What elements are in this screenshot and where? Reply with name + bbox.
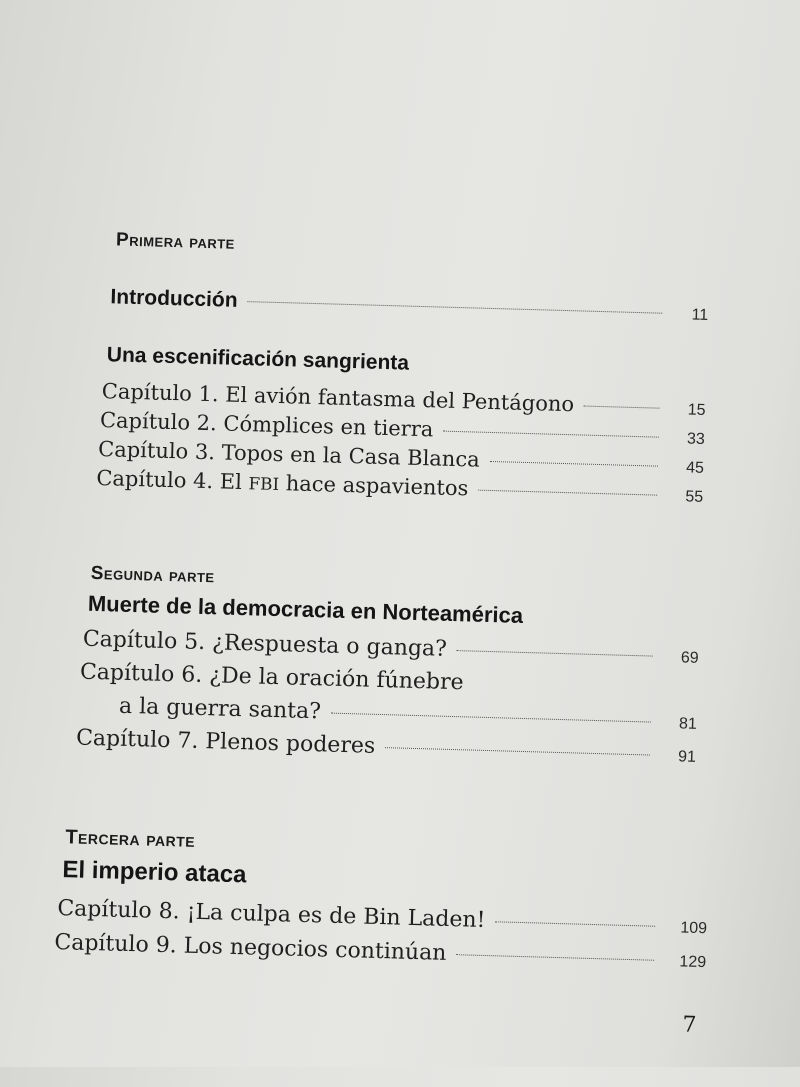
page-folio: 7 xyxy=(682,1012,697,1038)
part-label-1: Primera parte xyxy=(115,229,236,254)
page-number: 45 xyxy=(685,459,705,477)
chapter-title: Capítulo 5. ¿Respuesta o ganga? xyxy=(82,626,448,662)
section-title-3: El imperio ataca xyxy=(62,856,247,889)
chapter-title-line1: Capítulo 6. ¿De la oración fúnebre xyxy=(79,659,464,696)
page-number: 11 xyxy=(691,306,709,324)
part-label-2: Segunda parte xyxy=(90,562,215,588)
dot-leader xyxy=(456,954,654,961)
chapter-title-abbr: FBI xyxy=(248,473,280,495)
section-title-2: Muerte de la democracia en Norteamérica xyxy=(87,590,524,628)
page-number: 81 xyxy=(678,715,698,733)
chapter-title: Capítulo 9. Los negocios continúan xyxy=(54,929,447,966)
page-number: 129 xyxy=(679,953,707,972)
part-label-3: Tercera parte xyxy=(65,826,196,852)
dot-leader xyxy=(478,490,657,496)
dot-leader xyxy=(331,713,651,723)
dot-leader xyxy=(495,921,655,926)
page-number: 109 xyxy=(680,919,708,938)
chapter-title: Capítulo 3. Topos en la Casa Blanca xyxy=(97,437,481,472)
chapter-title xyxy=(96,466,469,500)
dot-leader xyxy=(248,301,663,314)
toc-row-intro xyxy=(110,285,708,326)
chapter-title: Capítulo 8. ¡La culpa es de Bin Laden! xyxy=(57,896,486,933)
dot-leader xyxy=(443,431,659,438)
page-number: 33 xyxy=(686,430,705,448)
page-number: 15 xyxy=(687,401,706,419)
page-number: 55 xyxy=(685,488,704,506)
chapter-title-line2: a la guerra santa? xyxy=(118,693,322,725)
chapter-title: Capítulo 1. El avión fantasma del Pentágono xyxy=(101,379,575,417)
page-number: 69 xyxy=(680,649,699,667)
page-number: 91 xyxy=(677,748,697,766)
chapter-title: Capítulo 2. Cómplices en tierra xyxy=(99,408,434,442)
dot-leader xyxy=(584,406,660,409)
chapter-title: Capítulo 7. Plenos poderes xyxy=(75,725,376,759)
chapter-title-pre: Capítulo 4. El xyxy=(96,465,249,495)
dot-leader xyxy=(457,650,653,656)
section-title-1: Una escenificación sangrienta xyxy=(106,343,410,375)
chapter-title-post: hace aspavientos xyxy=(278,471,469,501)
dot-leader xyxy=(490,461,658,467)
intro-title: Introducción xyxy=(110,285,238,312)
dot-leader xyxy=(385,747,650,755)
